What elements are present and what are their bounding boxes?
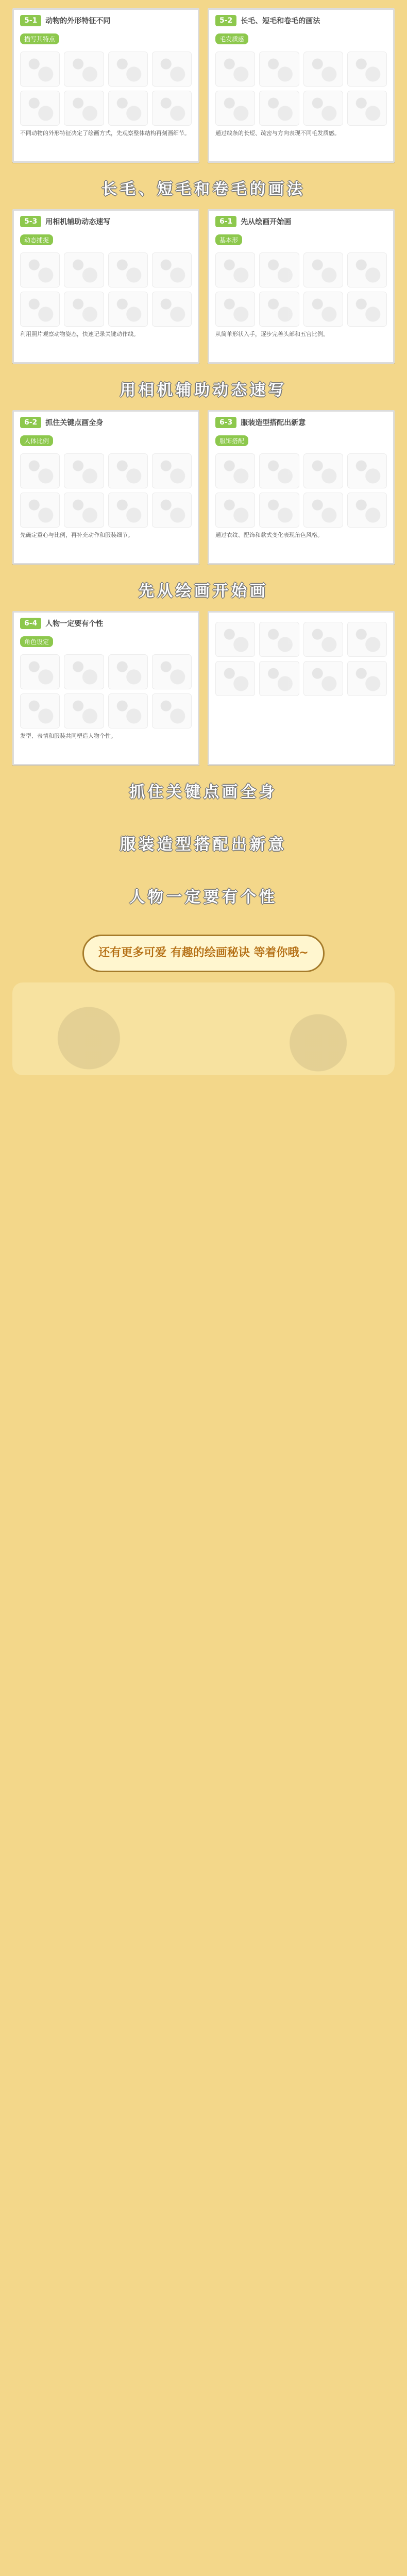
sketch-image (108, 693, 148, 728)
card-caption: 不同动物的外形特征决定了绘画方式，先观察整体结构再刻画细节。 (20, 130, 190, 137)
sketch-image (215, 661, 255, 696)
sketch-grid (215, 453, 387, 528)
sketch-image (259, 622, 299, 657)
sketch-image (303, 493, 343, 528)
sketch-image (347, 493, 387, 528)
card-tag: 人体比例 (20, 435, 53, 446)
card-title: 用相机辅助动态速写 (45, 218, 111, 226)
sketch-grid (215, 252, 387, 327)
sketch-image (347, 453, 387, 488)
sketch-image (215, 91, 255, 126)
section-title: 用相机辅助动态速写 (120, 381, 287, 399)
tutorial-card-1 (12, 8, 199, 163)
sketch-image (64, 52, 104, 87)
tutorial-card-5 (12, 410, 199, 565)
card-title: 动物的外形特征不同 (45, 17, 111, 25)
sketch-image (215, 52, 255, 87)
sketch-image (20, 693, 60, 728)
page-root (0, 0, 407, 1100)
content-row-3 (0, 410, 407, 565)
card-caption: 先确定重心与比例，再补充动作和服装细节。 (20, 532, 133, 538)
sketch-image (20, 493, 60, 528)
sketch-image (347, 252, 387, 287)
sketch-image (152, 453, 192, 488)
sketch-image (152, 292, 192, 327)
sketch-image (303, 292, 343, 327)
sketch-image (347, 622, 387, 657)
sketch-image (215, 453, 255, 488)
sketch-image (20, 292, 60, 327)
card-title: 先从绘画开始画 (241, 218, 292, 226)
section-title: 服装造型搭配出新意 (120, 836, 287, 854)
card-caption: 从简单形状入手，逐步完善头部和五官比例。 (215, 331, 329, 337)
card-badge: 6-1 (215, 216, 236, 227)
sketch-image (108, 292, 148, 327)
card-caption: 利用照片观察动物姿态，快速记录关键动作线。 (20, 331, 139, 337)
sketch-grid (215, 52, 387, 126)
card-title: 服装造型搭配出新意 (241, 419, 306, 427)
sketch-image (64, 654, 104, 689)
sketch-image (259, 52, 299, 87)
sketch-grid (215, 622, 387, 696)
card-header (20, 216, 192, 227)
sketch-image (20, 453, 60, 488)
sketch-image (152, 493, 192, 528)
spacer (0, 865, 407, 871)
card-badge: 5-1 (20, 15, 41, 26)
card-tag: 角色设定 (20, 636, 53, 647)
sketch-image (64, 493, 104, 528)
card-caption: 发型、表情和服装共同塑造人物个性。 (20, 733, 116, 739)
section-title: 长毛、短毛和卷毛的画法 (101, 180, 306, 198)
card-badge: 6-2 (20, 417, 41, 428)
sketch-image (20, 252, 60, 287)
sketch-image (259, 493, 299, 528)
sketch-image (152, 654, 192, 689)
sketch-image (303, 252, 343, 287)
sketch-image (303, 52, 343, 87)
card-tag: 基本形 (215, 234, 242, 245)
section-title: 先从绘画开始画 (139, 582, 268, 600)
section-title: 人物一定要有个性 (129, 888, 278, 906)
sketch-image (215, 493, 255, 528)
sketch-image (108, 252, 148, 287)
sketch-image (215, 252, 255, 287)
card-badge: 6-4 (20, 618, 41, 629)
content-row-4 (0, 611, 407, 766)
card-caption: 通过线条的长短、疏密与方向表现不同毛发质感。 (215, 130, 340, 137)
sketch-image (108, 453, 148, 488)
sketch-image (259, 252, 299, 287)
card-header (20, 618, 192, 629)
card-header (20, 15, 192, 26)
sketch-image (20, 91, 60, 126)
sketch-image (152, 52, 192, 87)
card-caption: 通过衣纹、配饰和款式变化表现角色风格。 (215, 532, 323, 538)
sketch-image (108, 52, 148, 87)
footer-speech-bubble: 还有更多可爱 有趣的绘画秘诀 等着你哦~ (82, 935, 325, 972)
card-header (215, 216, 387, 227)
sketch-image (347, 52, 387, 87)
tutorial-card-4 (208, 209, 395, 364)
sketch-image (152, 252, 192, 287)
card-badge: 6-3 (215, 417, 236, 428)
section-title: 抓住关键点画全身 (129, 783, 278, 801)
sketch-grid (20, 52, 192, 126)
card-title: 人物一定要有个性 (45, 620, 104, 628)
sketch-image (64, 252, 104, 287)
card-title: 抓住关键点画全身 (45, 419, 104, 427)
sketch-image (259, 453, 299, 488)
sketch-image (64, 91, 104, 126)
card-header (20, 417, 192, 428)
sketch-image (259, 661, 299, 696)
sketch-image (215, 622, 255, 657)
sketch-image (152, 693, 192, 728)
tutorial-card-placeholder (208, 611, 395, 766)
sketch-image (64, 693, 104, 728)
sketch-image (20, 654, 60, 689)
sketch-image (215, 292, 255, 327)
spacer (0, 812, 407, 818)
sketch-image (108, 493, 148, 528)
sketch-image (347, 91, 387, 126)
sketch-image (347, 661, 387, 696)
card-tag: 描写其特点 (20, 33, 59, 44)
footer-illustration (12, 982, 395, 1075)
sketch-image (303, 91, 343, 126)
card-badge: 5-2 (215, 15, 236, 26)
sketch-image (303, 622, 343, 657)
tutorial-card-2 (208, 8, 395, 163)
card-tag: 动态捕捉 (20, 234, 53, 245)
content-row-1 (0, 8, 407, 163)
sketch-image (108, 654, 148, 689)
tutorial-card-3 (12, 209, 199, 364)
sketch-image (303, 453, 343, 488)
sketch-image (303, 661, 343, 696)
sketch-image (152, 91, 192, 126)
sketch-grid (20, 453, 192, 528)
sketch-image (64, 292, 104, 327)
sketch-image (259, 91, 299, 126)
card-tag: 服饰搭配 (215, 435, 248, 446)
sketch-image (20, 52, 60, 87)
card-header (215, 417, 387, 428)
sketch-grid (20, 654, 192, 728)
sketch-image (108, 91, 148, 126)
card-header (215, 15, 387, 26)
sketch-image (64, 453, 104, 488)
content-row-2 (0, 209, 407, 364)
card-title: 长毛、短毛和卷毛的画法 (241, 17, 320, 25)
sketch-image (347, 292, 387, 327)
sketch-grid (20, 252, 192, 327)
sketch-image (259, 292, 299, 327)
tutorial-card-7 (12, 611, 199, 766)
card-tag: 毛发质感 (215, 33, 248, 44)
card-badge: 5-3 (20, 216, 41, 227)
tutorial-card-6 (208, 410, 395, 565)
footer (0, 922, 407, 1088)
